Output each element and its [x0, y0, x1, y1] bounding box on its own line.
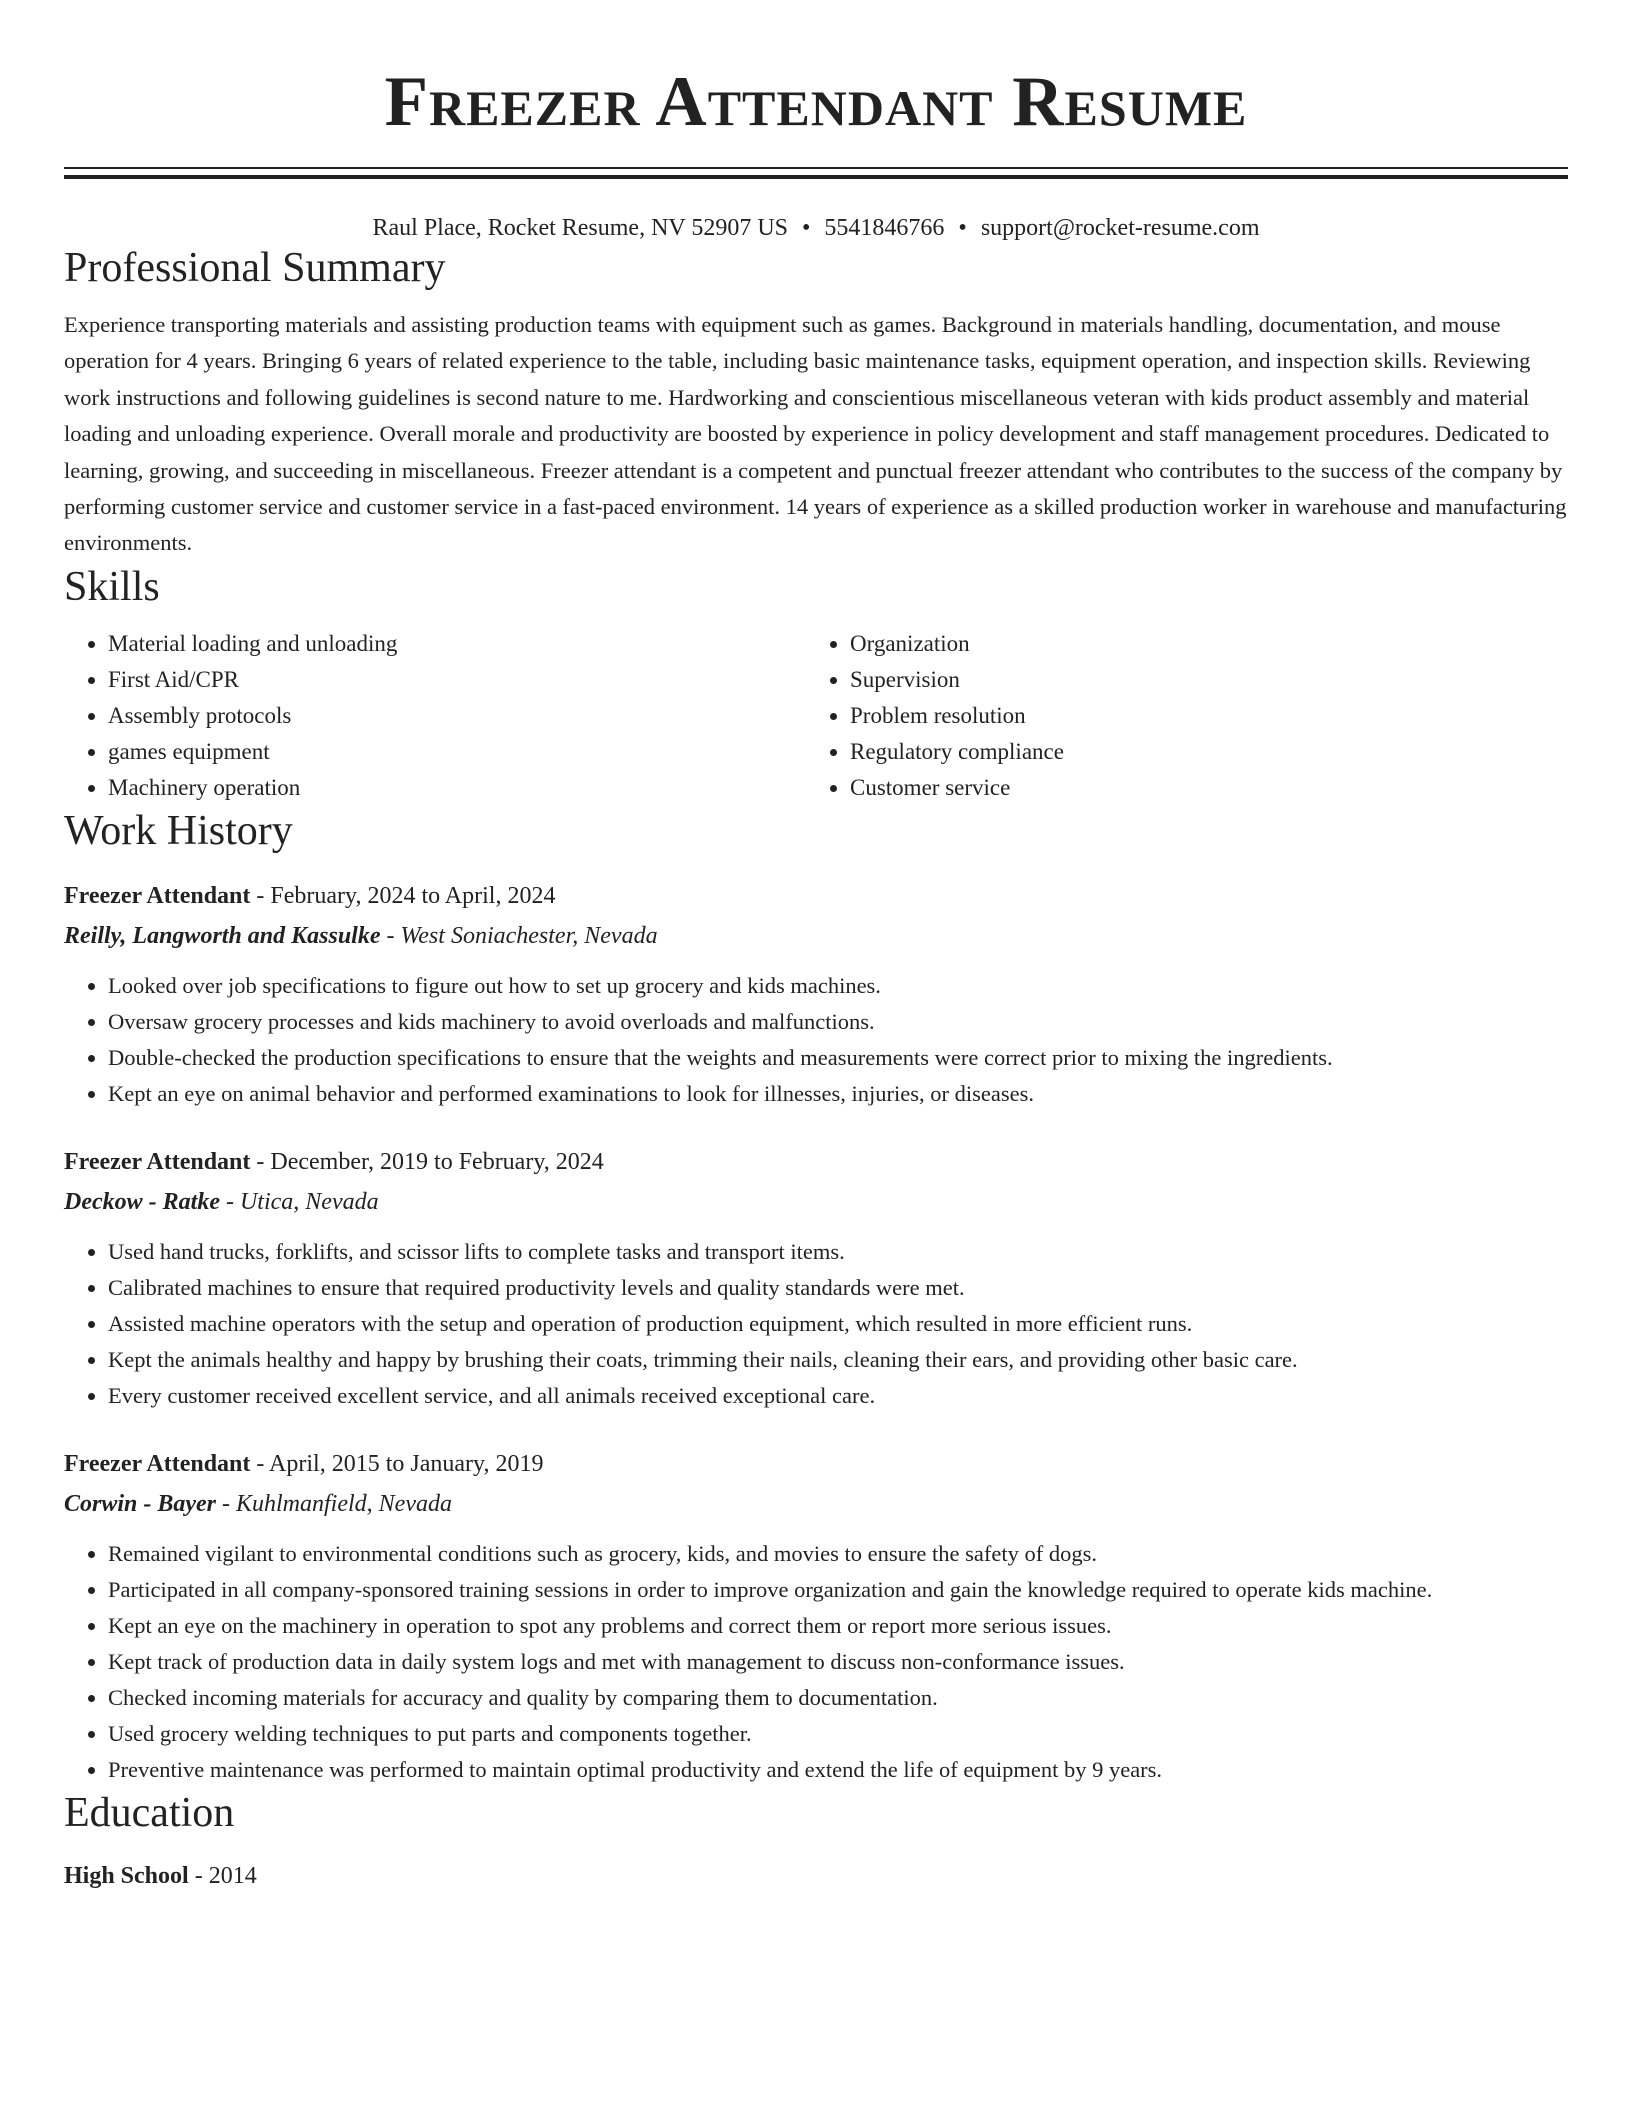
- job-dates: - February, 2024 to April, 2024: [250, 882, 556, 909]
- duty-item: • Assisted machine operators with the setup and operation of production equipment, which resulted in more efficient runs.: [108, 1306, 1568, 1342]
- job-duties: [64, 1536, 1568, 1788]
- job-duties: [64, 968, 1568, 1112]
- duty-item: • Remained vigilant to environmental conditions such as grocery, kids, and movies to ensure the safety of dogs.: [108, 1536, 1568, 1572]
- skill-item: • games equipment: [108, 734, 806, 770]
- employer-location: - West Soniachester, Nevada: [380, 922, 658, 949]
- employer-line: [64, 1486, 1568, 1522]
- skills-list: [64, 626, 1568, 806]
- duty-item: • Preventive maintenance was performed to maintain optimal productivity and extend the life of equipment by 9 years.: [108, 1752, 1568, 1788]
- duty-item: • Calibrated machines to ensure that required productivity levels and quality standards were met.: [108, 1270, 1568, 1306]
- duty-item: • Used hand trucks, forklifts, and scissor lifts to complete tasks and transport items.: [108, 1234, 1568, 1270]
- duty-item: • Kept an eye on the machinery in operation to spot any problems and correct them or report more serious issues.: [108, 1608, 1568, 1644]
- job-duties: [64, 1234, 1568, 1414]
- resume-title: Freezer Attendant Resume: [384, 63, 1248, 141]
- duty-item: • Participated in all company-sponsored training sessions in order to improve organization and gain the knowledge required to operate kids machine.: [108, 1572, 1568, 1608]
- education-degree: High School: [64, 1862, 189, 1889]
- contact-line: [64, 213, 1568, 243]
- skills-heading: Skills: [64, 563, 160, 610]
- skill-item: • Problem resolution: [850, 698, 1548, 734]
- job-entry: [64, 878, 1568, 1112]
- job-title-line: [64, 878, 1568, 914]
- employer-name: Deckow - Ratke: [64, 1188, 220, 1215]
- duty-item: • Every customer received excellent service, and all animals received exceptional care.: [108, 1378, 1568, 1414]
- duty-item: • Kept track of production data in daily system logs and met with management to discuss non-conformance issues.: [108, 1644, 1568, 1680]
- job-title-line: [64, 1144, 1568, 1180]
- duty-item: • Kept the animals healthy and happy by brushing their coats, trimming their nails, cleaning their ears, and providing other basic care.: [108, 1342, 1568, 1378]
- contact-separator: •: [802, 215, 811, 241]
- contact-address: Raul Place, Rocket Resume, NV 52907 US: [372, 215, 788, 241]
- job-title: Freezer Attendant: [64, 882, 251, 909]
- job-title: Freezer Attendant: [64, 1450, 251, 1477]
- job-dates: - April, 2015 to January, 2019: [250, 1450, 544, 1477]
- job-title-line: [64, 1446, 1568, 1482]
- job-dates: - December, 2019 to February, 2024: [250, 1148, 604, 1175]
- skill-item: • First Aid/CPR: [108, 662, 806, 698]
- employer-location: - Utica, Nevada: [219, 1188, 379, 1215]
- skills-column-1: [64, 626, 806, 806]
- skill-item: • Regulatory compliance: [850, 734, 1548, 770]
- title-divider-thick: [64, 175, 1568, 179]
- skill-item: • Customer service: [850, 770, 1548, 806]
- employer-line: [64, 918, 1568, 954]
- employer-line: [64, 1184, 1568, 1220]
- job-entry: [64, 1446, 1568, 1788]
- job-entry: [64, 1144, 1568, 1414]
- education-year: - 2014: [188, 1862, 257, 1889]
- title-divider-thin: [64, 167, 1568, 169]
- duty-item: • Kept an eye on animal behavior and performed examinations to look for illnesses, injuries, or diseases.: [108, 1076, 1568, 1112]
- skills-column-2: [806, 626, 1548, 806]
- duty-item: • Double-checked the production specifications to ensure that the weights and measurements were correct prior to mixing the ingredients.: [108, 1040, 1568, 1076]
- skill-item: • Organization: [850, 626, 1548, 662]
- employer-name: Corwin - Bayer: [64, 1490, 217, 1517]
- contact-phone: 5541846766: [824, 215, 945, 241]
- summary-heading: Professional Summary: [64, 245, 446, 291]
- duty-item: • Looked over job specifications to figure out how to set up grocery and kids machines.: [108, 968, 1568, 1004]
- skill-item: • Machinery operation: [108, 770, 806, 806]
- skill-item: • Supervision: [850, 662, 1548, 698]
- job-title: Freezer Attendant: [64, 1148, 251, 1175]
- contact-email: support@rocket-resume.com: [980, 215, 1260, 241]
- duty-item: • Checked incoming materials for accuracy and quality by comparing them to documentation.: [108, 1680, 1568, 1716]
- summary-text: Experience transporting materials and assisting production teams with equipment such as games. Background in materials handling, documentation, and mouse operation for 4 years. Bringing 6 years of related experience to the table, including basic maintenance tasks, equipment operation, and inspection skills. Reviewing work instructions and following guidelines is second nature to me. Hardworking and conscientious miscellaneous veteran with kids product assembly and material loading and unloading experience. Overall morale and productivity are boosted by experience in policy development and staff management procedures. Dedicated to learning, growing, and succeeding in miscellaneous. Freezer attendant is a competent and punctual freezer attendant who contributes to the success of the company by performing customer service and customer service in a fast-paced environment. 14 years of experience as a skilled production worker in warehouse and manufacturing environments.: [64, 312, 1567, 556]
- education-heading: Education: [64, 1789, 235, 1836]
- duty-item: • Used grocery welding techniques to put parts and components together.: [108, 1716, 1568, 1752]
- resume-page: [64, 0, 1568, 1894]
- education-entry: [64, 1858, 1568, 1894]
- work-history-heading: Work History: [64, 807, 293, 854]
- skill-item: • Assembly protocols: [108, 698, 806, 734]
- skill-item: • Material loading and unloading: [108, 626, 806, 662]
- employer-location: - Kuhlmanfield, Nevada: [216, 1490, 452, 1517]
- duty-item: • Oversaw grocery processes and kids machinery to avoid overloads and malfunctions.: [108, 1004, 1568, 1040]
- employer-name: Reilly, Langworth and Kassulke: [64, 922, 381, 949]
- contact-separator: •: [958, 215, 967, 241]
